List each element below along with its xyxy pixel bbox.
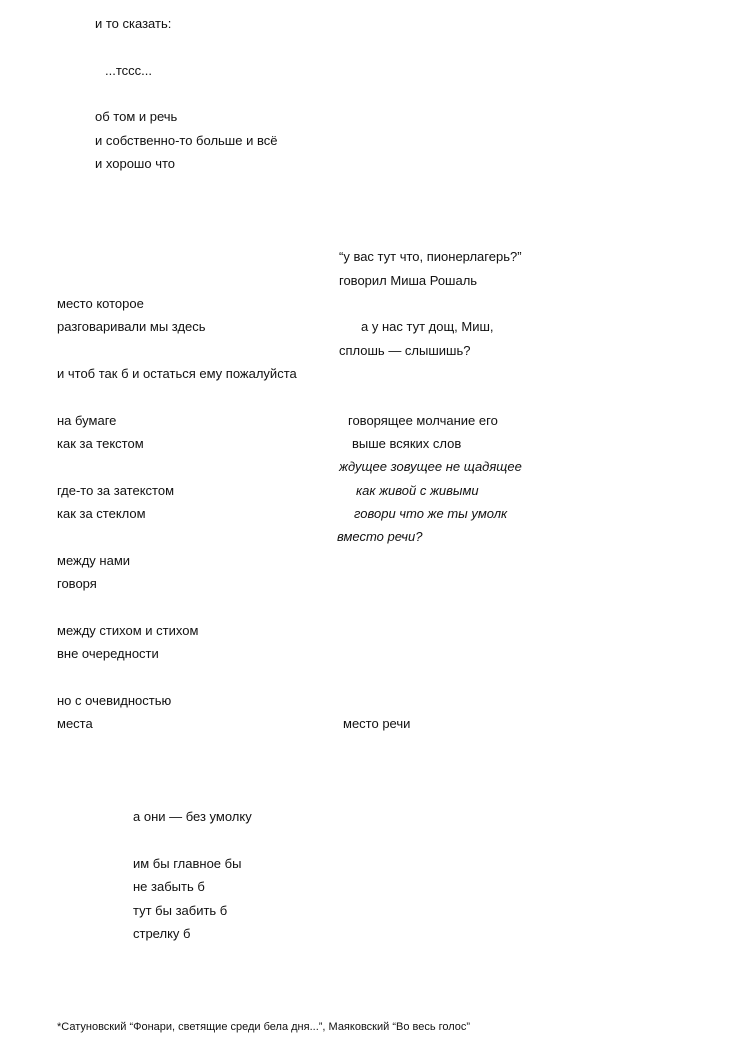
right-line-4: как живой с живыми — [356, 483, 479, 498]
right-line-1: говорящее молчание его — [348, 413, 498, 428]
top-line-4: и собственно-то больше и всё — [95, 133, 278, 148]
footnote: *Сатуновский “Фонари, светящие среди бела дня...”, Маяковский “Во весь голос” — [57, 1021, 471, 1033]
left-line-12: но с очевидностью — [57, 693, 172, 708]
left-line-3: и чтоб так б и остаться ему пожалуйста — [57, 366, 297, 381]
left-line-6: где-то за затекстом — [57, 483, 175, 498]
right-line-6: вместо речи? — [337, 529, 423, 544]
left-line-13: места — [57, 716, 93, 731]
bottom-line-2: им бы главное бы — [133, 856, 242, 871]
right-line-3: ждущее зовущее не щадящее — [339, 459, 522, 474]
left-line-8: между нами — [57, 553, 131, 568]
left-line-1: место которое — [57, 296, 144, 311]
left-line-9: говоря — [57, 576, 97, 591]
top-line-3: об том и речь — [95, 109, 178, 124]
quote-line-2: говорил Миша Рошаль — [339, 273, 478, 288]
left-line-4: на бумаге — [57, 413, 117, 428]
quote-line-1: “у вас тут что, пионерлагерь?” — [339, 249, 522, 264]
left-line-7: как за стеклом — [57, 506, 146, 521]
left-line-5: как за текстом — [57, 436, 144, 451]
top-line-1: и то сказать: — [95, 16, 172, 31]
bottom-line-3: не забыть б — [133, 879, 205, 894]
top-line-2: ...тссс... — [105, 63, 152, 78]
quote-line-4: сплошь — слышишь? — [339, 343, 471, 358]
bottom-line-1: а они — без умолку — [133, 809, 252, 824]
left-line-10: между стихом и стихом — [57, 623, 199, 638]
quote-line-3: а у нас тут дощ, Миш, — [361, 319, 494, 334]
left-line-11: вне очередности — [57, 646, 159, 661]
bottom-line-4: тут бы забить б — [133, 903, 228, 918]
right-line-7: место речи — [343, 716, 411, 731]
left-line-2: разговаривали мы здесь — [57, 319, 206, 334]
top-line-5: и хорошо что — [95, 156, 175, 171]
bottom-line-5: стрелку б — [133, 926, 191, 941]
right-line-2: выше всяких слов — [352, 436, 462, 451]
right-line-5: говори что же ты умолк — [354, 506, 508, 521]
